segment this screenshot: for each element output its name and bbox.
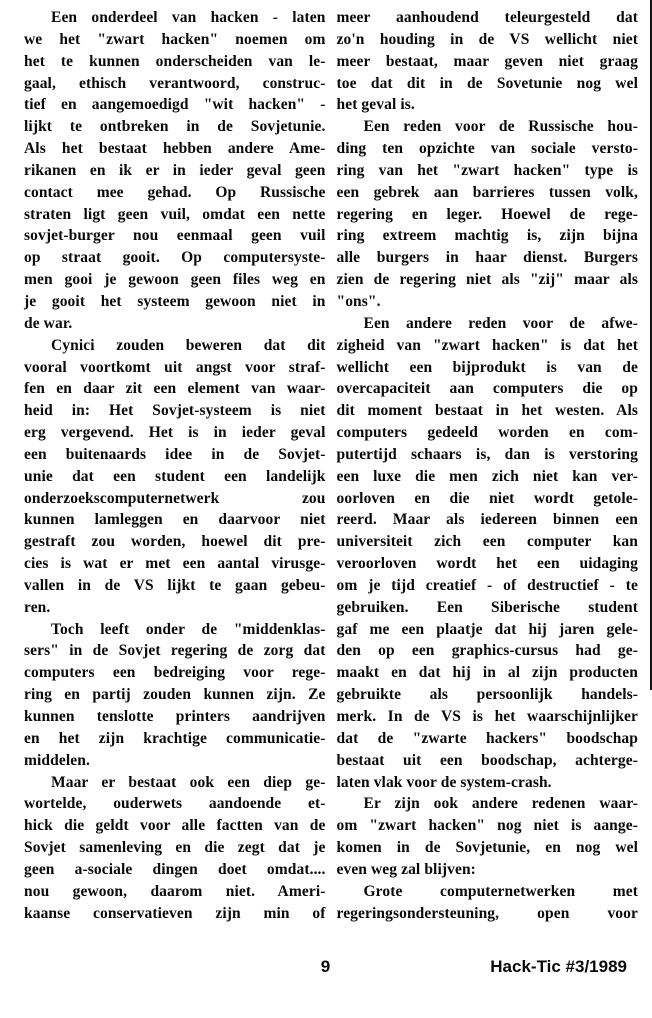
text-line: kunnen tenslotte printers aandrijven [24,708,326,725]
paragraph [24,772,326,925]
paragraph [337,116,639,313]
document-page [24,7,638,924]
paragraph [337,7,639,116]
text-line: Maar er bestaat ook een diep ge- [51,773,326,791]
text-line: den op een graphics-cursus had ge- [336,642,638,660]
text-line: zo'n houding in de VS wellicht niet [336,30,638,48]
text-line: een gebrek aan barrieres tussen volk, [336,183,638,201]
text-line: een luxe die men zich niet kan ver- [336,467,638,485]
paragraph [24,7,326,335]
text-line: straten ligt geen vuil, omdat een nette [24,205,326,223]
text-line: reerd. Maar als iedereen binnen een [336,511,638,529]
text-line: en het zijn krachtige communicatie- [24,729,326,747]
text-line: dat de "zwarte hackers" boodschap [336,729,638,747]
text-line: Een reden voor de Russische hou- [363,118,638,136]
page-footer [24,956,627,980]
text-line: laten vlak voor de system-crash. [336,773,552,791]
text-line: Cynici zouden beweren dat dit [51,336,326,354]
text-line: men gooi je gewoon geen files weg en [24,271,326,289]
text-line: zien de regering niet als "zij" maar als [336,271,638,289]
text-line: ring en partij zouden kunnen zijn. Ze [24,686,326,704]
text-line: onderzoekscomputernetwerk zou [24,489,326,507]
text-line: fen en daar zit een element van waar- [24,380,326,398]
text-line: toe dat dit in de Sovetunie nog wel [336,74,638,92]
page-number: 9 [320,957,331,976]
paragraph [337,881,639,925]
text-line: Als het bestaat hebben andere Ame- [24,140,326,158]
text-line: contact mee gehad. Op Russische [24,183,326,201]
publication-ref: Hack-Tic #3/1989 [490,957,627,976]
text-line: unie dat een student een landelijk [24,467,326,485]
text-line: alle burgers in haar dienst. Burgers [336,249,638,267]
text-line: wellicht een bijprodukt is van de [336,358,638,376]
text-line: tief en aangemoedigd "wit hacken" - [24,96,326,114]
text-line: cies is wat er met een aantal virusge- [24,555,326,573]
text-line: middelen. [24,751,90,769]
text-line: Een onderdeel van hacken - laten [51,9,326,26]
text-line: gaal, ethisch verantwoord, construc- [24,74,326,92]
text-line: even weg zal blijven: [336,860,476,878]
text-line: je gooit het systeem gewoon niet in [24,292,326,310]
paragraph [337,313,639,794]
text-line: Grote computernetwerken met [363,882,638,900]
text-line: hick die geldt voor alle factten van de [24,817,326,835]
paragraph [337,793,639,880]
text-line: gaf me een plaatje dat hij jaren gele- [336,620,638,638]
text-line: het geval is. [336,96,415,114]
text-line: de war. [24,314,73,332]
text-line: kaanse conservatieven zijn min of [24,904,326,922]
text-line: komen in de Sovjetunie, en nog wel [336,839,638,857]
text-line: dit moment bestaat in het westen. Als [336,402,638,420]
text-line: Sovjet samenleving en die zegt dat je [24,839,326,857]
text-line: putertijd schaars is, dan is verstoring [336,445,638,463]
text-line: computers een bedreiging voor rege- [24,664,326,682]
text-line: ring van het "zwart hacken" type is [336,161,638,179]
text-column-left [24,7,326,924]
text-line: geen a-sociale dingen doet omdat.... [24,860,326,878]
text-line: kunnen lamleggen en daarvoor niet [24,511,326,529]
text-line: gestraft zou worden, hoewel dit pre- [24,533,326,551]
text-line: ding ten opzichte van sociale versto- [336,140,638,158]
text-line: ren. [24,598,51,616]
text-line: sers" in de Sovjet regering de zorg dat [24,642,326,660]
paragraph [24,619,326,772]
text-line: gebruiken. Een Siberische student [336,598,638,616]
text-line: ring extreem machtig is, zijn bijna [336,227,638,245]
text-line: heid in: Het Sovjet-systeem is niet [24,402,326,420]
text-line: vooral voortkomt uit angst voor straf- [24,358,326,376]
text-line: op straat gooit. Op computersyste- [24,249,326,267]
text-line: een buitenaards idee in de Sovjet- [24,445,326,463]
text-line: bestaat uit een boodschap, achterge- [336,751,638,769]
text-line: "ons". [336,292,381,310]
text-line: rikanen en ik er in ieder geval geen [24,161,326,179]
text-line: Toch leeft onder de "middenklas- [51,620,326,638]
text-line: merk. In de VS is het waarschijnlijker [336,708,638,725]
text-line: wortelde, ouderwets aandoende et- [24,795,326,813]
text-line: oorloven en die niet wordt getole- [336,489,638,507]
text-line: overcapaciteit aan computers die op [336,380,638,398]
text-line: lijkt te ontbreken in de Sovjetunie. [24,118,326,136]
text-line: erg vergevend. Het is in ieder geval [24,424,326,442]
text-line: meer bestaat, maar geven niet graag [336,52,638,70]
text-line: het te kunnen onderscheiden van le- [24,52,326,70]
text-line: vallen in de VS lijkt te gaan gebeu- [24,576,326,594]
text-line: universiteit zich een computer kan [336,533,638,551]
text-line: veroorloven wordt het een uidaging [336,555,638,573]
text-line: gebruikte als persoonlijk handels- [336,686,638,704]
text-line: we het "zwart hacken" noemen om [24,30,326,48]
text-line: om "zwart hacken" nog niet is aange- [336,817,638,835]
text-line: Een andere reden voor de afwe- [363,314,638,332]
text-line: computers gedeeld worden en com- [336,424,638,442]
text-line: meer aanhoudend teleurgesteld dat [336,9,638,26]
text-line: maakt en dat hij in al zijn producten [336,664,638,682]
text-line: Er zijn ook andere redenen waar- [363,795,638,813]
text-column-right [337,7,639,924]
text-line: sovjet-burger nou eenmaal geen vuil [24,227,326,245]
text-line: regeringsondersteuning, open voor [336,904,638,922]
text-line: regering en leger. Hoewel de rege- [336,205,638,223]
text-line: nou gewoon, daarom niet. Ameri- [24,882,326,900]
paragraph [24,335,326,619]
text-line: om je tijd creatief - of destructief - te [336,576,638,594]
text-line: zigheid van "zwart hacken" is dat het [336,336,638,354]
